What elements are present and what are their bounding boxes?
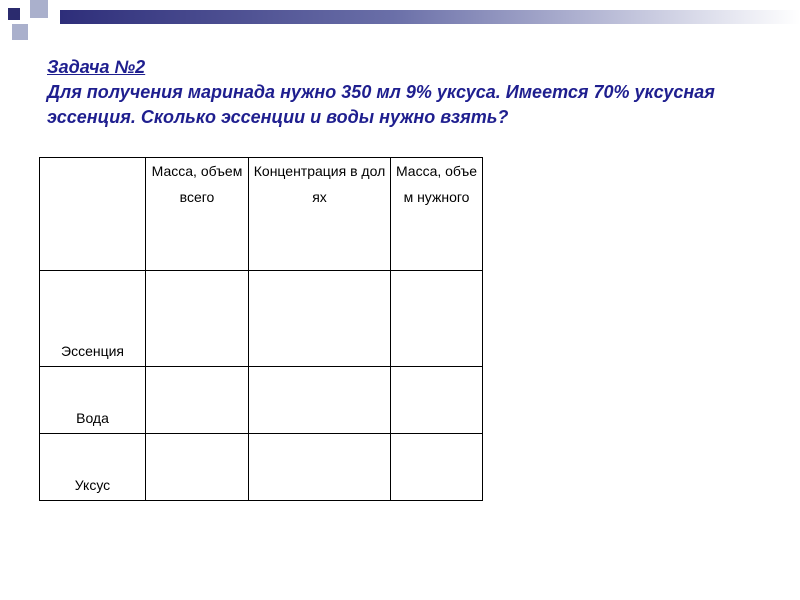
task-text: Для получения маринада нужно 350 мл 9% уксуса. Имеется 70% уксусная эссенция. Сколько эссенции и воды нужно взять? [47,82,715,127]
decor-square-light [12,24,28,40]
table-cell [391,271,483,367]
header-cell-empty [40,158,146,271]
table-cell [146,367,249,434]
table-header-row [40,158,483,271]
table-cell [146,434,249,501]
header-cell-needed-mass: Масса, объем нужного [391,158,483,271]
row-label-water: Вода [40,367,146,434]
header-cell-total-mass: Масса, объем всего [146,158,249,271]
decor-square-dark [8,8,20,20]
table-row [40,434,483,501]
table-cell [391,367,483,434]
decor-top-bar [60,10,800,24]
data-table [39,157,483,501]
table-cell [146,271,249,367]
slide-heading [47,55,747,130]
table-cell [249,434,391,501]
table-cell [391,434,483,501]
row-label-vinegar: Уксус [40,434,146,501]
task-title: Задача №2 [47,57,146,77]
decor-square-light [30,0,48,18]
header-cell-concentration: Концентрация в долях [249,158,391,271]
row-label-essence: Эссенция [40,271,146,367]
table-cell [249,271,391,367]
table-row [40,367,483,434]
table-row [40,271,483,367]
table-cell [249,367,391,434]
